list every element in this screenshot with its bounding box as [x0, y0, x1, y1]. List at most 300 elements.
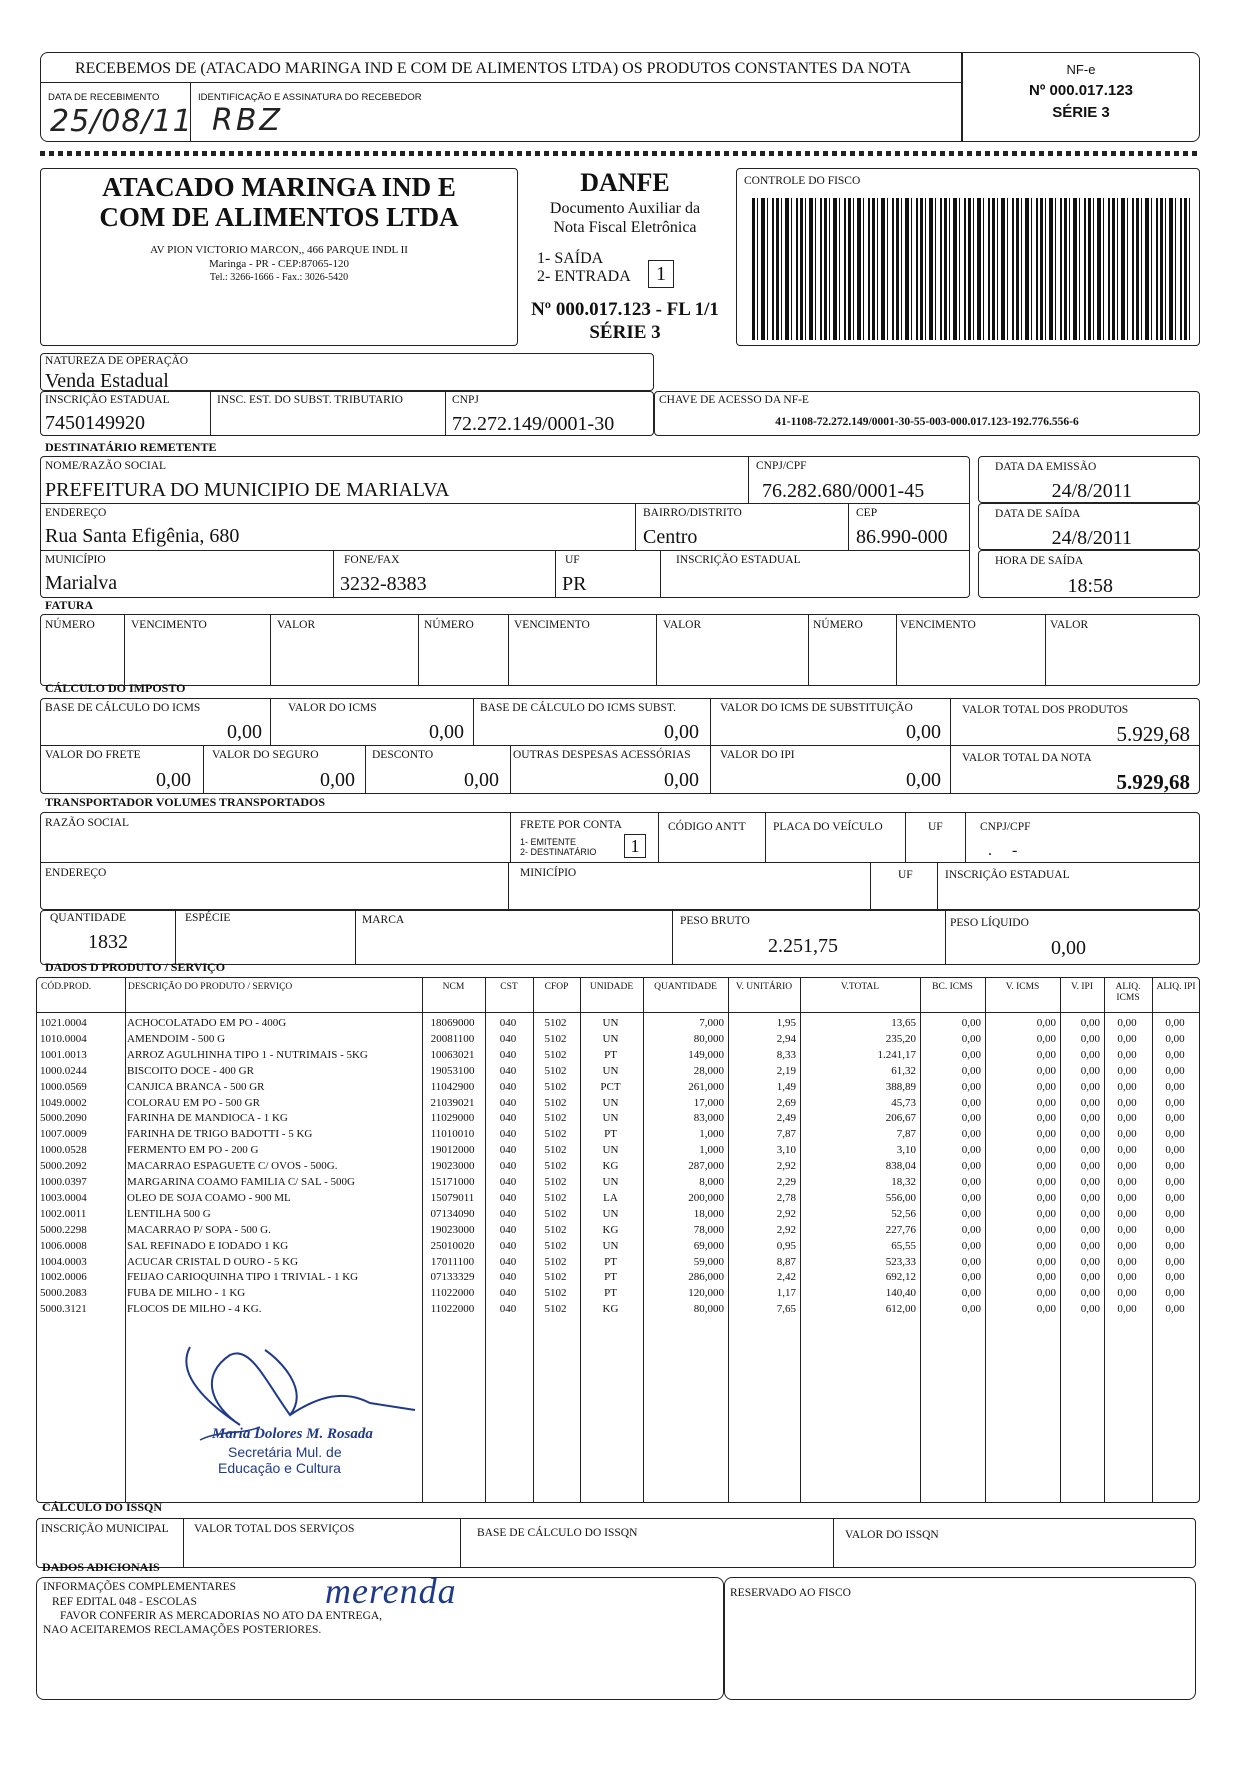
cell-description: MACARRAO ESPAGUETE C/ OVOS - 500G. [127, 1160, 338, 1173]
cell-total: 235,20 [885, 1032, 916, 1045]
natureza-value: Venda Estadual [45, 370, 169, 392]
cell-aliq-icms: 0,00 [1117, 1207, 1137, 1220]
cell-description: AMENDOIM - 500 G [127, 1032, 226, 1045]
volumes-qty-value: 1832 [88, 931, 128, 953]
cell-cfop: 5102 [544, 1255, 567, 1268]
barcode [752, 198, 1192, 340]
tax-discount-label: DESCONTO [372, 749, 434, 761]
products-header-v-icms: V. ICMS [1005, 982, 1040, 992]
cell-code: 1010.0004 [40, 1032, 87, 1045]
volumes-qty-label: QUANTIDADE [50, 912, 127, 924]
cell-aliq-ipi: 0,00 [1165, 1239, 1185, 1252]
exit-time-value: 18:58 [1067, 575, 1113, 597]
cell-qty: 78,000 [693, 1223, 724, 1236]
cell-unit-price: 2,92 [776, 1160, 796, 1173]
cell-unit: UN [602, 1032, 619, 1045]
cell-v-ipi: 0,00 [1080, 1207, 1100, 1220]
cell-description: FEIJAO CARIOQUINHA TIPO 1 TRIVIAL - 1 KG [127, 1271, 359, 1284]
tax-base-icms-label: BASE DE CÁLCULO DO ICMS [45, 702, 201, 714]
cell-ncm: 19023000 [430, 1223, 475, 1236]
cell-bc-icms: 0,00 [961, 1080, 981, 1093]
cell-description: MACARRAO P/ SOPA - 500 G. [127, 1223, 271, 1236]
cell-v-ipi: 0,00 [1080, 1191, 1100, 1204]
cell-total: 61,32 [891, 1064, 916, 1077]
cell-unit-price: 2,92 [776, 1223, 796, 1236]
cell-unit-price: 1,95 [776, 1017, 796, 1029]
cell-bc-icms: 0,00 [961, 1096, 981, 1109]
ie-value: 7450149920 [45, 412, 145, 434]
cell-cfop: 5102 [544, 1287, 567, 1300]
cell-bc-icms: 0,00 [961, 1128, 981, 1141]
cell-unit-price: 7,65 [776, 1303, 796, 1316]
cell-description: ARROZ AGULHINHA TIPO 1 - NUTRIMAIS - 5KG [127, 1048, 368, 1061]
cell-total: 65,55 [891, 1239, 916, 1252]
cell-cst: 040 [499, 1032, 517, 1045]
cell-bc-icms: 0,00 [961, 1064, 981, 1077]
invoice-due-label-3: VENCIMENTO [900, 619, 976, 631]
emission-date-value: 24/8/2011 [1051, 480, 1132, 502]
cell-code: 1006.0008 [40, 1239, 87, 1252]
cell-unit: KG [602, 1160, 619, 1173]
tax-icms-label: VALOR DO ICMS [288, 702, 377, 714]
receipt-sign-label: IDENTIFICAÇÃO E ASSINATURA DO RECEBEDOR [198, 92, 422, 103]
invoice-value-label-1: VALOR [277, 619, 316, 631]
tax-icms-st-label: VALOR DO ICMS DE SUBSTITUIÇÃO [720, 702, 913, 714]
recipient-phone-label: FONE/FAX [344, 554, 400, 566]
cell-aliq-ipi: 0,00 [1165, 1176, 1185, 1188]
products-header-unit-price: V. UNITÁRIO [735, 982, 793, 992]
cell-cst: 040 [499, 1239, 517, 1252]
cell-unit: UN [602, 1239, 619, 1252]
cell-aliq-icms: 0,00 [1117, 1271, 1137, 1284]
cell-cst: 040 [499, 1176, 517, 1188]
receipt-nfe-serie: SÉRIE 3 [1052, 104, 1110, 121]
cell-cst: 040 [499, 1017, 517, 1029]
cell-unit: PT [604, 1271, 617, 1284]
cell-description: FARINHA DE MANDIOCA - 1 KG [127, 1112, 288, 1125]
cell-code: 1007.0009 [40, 1128, 87, 1141]
cell-cst: 040 [499, 1287, 517, 1300]
recipient-city-label: MUNICÍPIO [45, 554, 106, 566]
cell-unit-price: 8,87 [776, 1255, 796, 1268]
cell-ncm: 11022000 [430, 1303, 475, 1316]
cell-total: 206,67 [885, 1112, 916, 1125]
cell-v-icms: 0,00 [1036, 1303, 1056, 1316]
cell-unit: PT [604, 1128, 617, 1141]
cell-cfop: 5102 [544, 1176, 567, 1188]
issqn-base-label: BASE DE CÁLCULO DO ISSQN [477, 1527, 638, 1539]
cell-ncm: 25010020 [430, 1239, 475, 1252]
recipient-cnpj-label: CNPJ/CPF [756, 460, 807, 472]
emitter-name-line1: ATACADO MARINGA IND E [102, 172, 456, 202]
cell-ncm: 19023000 [430, 1160, 475, 1173]
additional-info-label: INFORMAÇÕES COMPLEMENTARES [43, 1581, 237, 1593]
cell-cfop: 5102 [544, 1271, 567, 1284]
cell-code: 5000.2298 [40, 1223, 87, 1236]
volumes-brand-label: MARCA [362, 914, 405, 926]
transport-uf-label: UF [928, 821, 943, 833]
transport-freight-label: FRETE POR CONTA [520, 819, 622, 831]
cell-cst: 040 [499, 1271, 517, 1284]
cell-aliq-ipi: 0,00 [1165, 1191, 1185, 1204]
invoice-number-label-3: NÚMERO [813, 619, 863, 631]
receipt-nfe-number: Nº 000.017.123 [1029, 82, 1133, 99]
invoice-box [40, 614, 1200, 686]
cell-total: 13,65 [891, 1017, 916, 1029]
cell-qty: 261,000 [688, 1080, 724, 1093]
cell-description: LENTILHA 500 G [127, 1207, 211, 1220]
cell-unit-price: 7,87 [776, 1128, 796, 1141]
cell-cst: 040 [499, 1096, 517, 1109]
additional-info-line3: NAO ACEITAREMOS RECLAMAÇÕES POSTERIORES. [43, 1624, 322, 1636]
cell-ncm: 15079011 [430, 1191, 475, 1204]
cell-v-icms: 0,00 [1036, 1048, 1056, 1061]
cell-total: 388,89 [885, 1080, 916, 1093]
cell-aliq-icms: 0,00 [1117, 1239, 1137, 1252]
cell-unit: UN [602, 1207, 619, 1220]
cell-v-ipi: 0,00 [1080, 1032, 1100, 1045]
products-header-cst: CST [500, 982, 518, 992]
cell-v-ipi: 0,00 [1080, 1112, 1100, 1125]
cell-cst: 040 [499, 1160, 517, 1173]
cell-aliq-icms: 0,00 [1117, 1032, 1137, 1045]
cell-v-icms: 0,00 [1036, 1128, 1056, 1141]
tax-ipi-label: VALOR DO IPI [720, 749, 795, 761]
cell-aliq-icms: 0,00 [1117, 1048, 1137, 1061]
cell-v-icms: 0,00 [1036, 1032, 1056, 1045]
cell-aliq-icms: 0,00 [1117, 1080, 1137, 1093]
cell-aliq-ipi: 0,00 [1165, 1303, 1185, 1316]
cell-cst: 040 [499, 1064, 517, 1077]
cell-aliq-ipi: 0,00 [1165, 1160, 1185, 1173]
cell-unit-price: 3,10 [776, 1144, 796, 1157]
tax-invoice-total-label: VALOR TOTAL DA NOTA [962, 752, 1092, 764]
cell-v-ipi: 0,00 [1080, 1144, 1100, 1157]
cell-cst: 040 [499, 1080, 517, 1093]
additional-info-line2: FAVOR CONFERIR AS MERCADORIAS NO ATO DA ENTREGA, [60, 1610, 383, 1622]
cnpj-label: CNPJ [452, 394, 479, 406]
cell-ncm: 19053100 [430, 1064, 475, 1077]
tax-base-st-value: 0,00 [664, 721, 699, 743]
recipient-district-value: Centro [643, 526, 698, 548]
cell-bc-icms: 0,00 [961, 1207, 981, 1220]
cell-code: 1000.0244 [40, 1064, 87, 1077]
cell-v-icms: 0,00 [1036, 1144, 1056, 1157]
cell-cfop: 5102 [544, 1017, 567, 1029]
cell-code: 1002.0006 [40, 1271, 87, 1284]
emission-date-label: DATA DA EMISSÃO [995, 461, 1097, 473]
cell-qty: 80,000 [693, 1303, 724, 1316]
recipient-city-value: Marialva [45, 572, 118, 594]
cell-qty: 28,000 [693, 1064, 724, 1077]
cell-v-ipi: 0,00 [1080, 1080, 1100, 1093]
cell-description: BISCOITO DOCE - 400 GR [127, 1064, 254, 1077]
cell-code: 5000.3121 [40, 1303, 87, 1316]
emitter-address1: AV PION VICTORIO MARCON,, 466 PARQUE INDL II [150, 244, 408, 256]
tax-freight-label: VALOR DO FRETE [45, 749, 141, 761]
cnpj-value: 72.272.149/0001-30 [452, 413, 615, 435]
cell-bc-icms: 0,00 [961, 1303, 981, 1316]
cell-v-icms: 0,00 [1036, 1096, 1056, 1109]
cell-v-icms: 0,00 [1036, 1191, 1056, 1204]
tax-base-st-label: BASE DE CÁLCULO DO ICMS SUBST. [480, 702, 676, 714]
recipient-address-value: Rua Santa Efigênia, 680 [45, 525, 240, 547]
fisco-label: CONTROLE DO FISCO [744, 175, 861, 187]
cell-total: 7,87 [896, 1128, 916, 1141]
volumes-net-value: 0,00 [1051, 937, 1086, 959]
tax-insurance-label: VALOR DO SEGURO [212, 749, 319, 761]
recipient-name-label: NOME/RAZÃO SOCIAL [45, 460, 167, 472]
tax-discount-value: 0,00 [464, 769, 499, 791]
products-header-code: CÓD.PROD. [41, 982, 92, 992]
tax-freight-value: 0,00 [156, 769, 191, 791]
cell-description: FERMENTO EM PO - 200 G [127, 1144, 259, 1157]
cell-qty: 8,000 [699, 1176, 724, 1188]
products-header-aliq-ipi: ALIQ. IPI [1156, 982, 1196, 992]
cell-total: 1.241,17 [877, 1048, 916, 1061]
transport-uf2-label: UF [898, 869, 913, 881]
transport-address-label: ENDEREÇO [45, 867, 107, 879]
invoice-due-label-2: VENCIMENTO [514, 619, 590, 631]
cell-aliq-ipi: 0,00 [1165, 1287, 1185, 1300]
cell-v-ipi: 0,00 [1080, 1017, 1100, 1029]
cell-bc-icms: 0,00 [961, 1191, 981, 1204]
cell-qty: 200,000 [688, 1191, 724, 1204]
products-header-v-ipi: V. IPI [1071, 982, 1093, 992]
receipt-nfe-label: NF-e [1066, 62, 1096, 77]
cell-code: 5000.2090 [40, 1112, 87, 1125]
cell-cfop: 5102 [544, 1064, 567, 1077]
tax-products-total-value: 5.929,68 [1116, 722, 1190, 746]
cell-ncm: 21039021 [430, 1096, 475, 1109]
cell-cfop: 5102 [544, 1080, 567, 1093]
cell-aliq-ipi: 0,00 [1165, 1255, 1185, 1268]
cell-cfop: 5102 [544, 1303, 567, 1316]
cell-unit: PCT [600, 1080, 621, 1093]
cell-code: 1049.0002 [40, 1096, 87, 1109]
cell-v-ipi: 0,00 [1080, 1239, 1100, 1252]
transport-plate-label: PLACA DO VEÍCULO [773, 821, 883, 833]
cell-total: 227,76 [885, 1223, 916, 1236]
products-header-qty: QUANTIDADE [654, 982, 717, 992]
cell-unit: PT [604, 1255, 617, 1268]
emitter-phone: Tel.: 3266-1666 - Fax.: 3026-5420 [209, 272, 349, 283]
cell-aliq-icms: 0,00 [1117, 1144, 1137, 1157]
cell-code: 5000.2092 [40, 1160, 87, 1173]
cell-code: 1001.0013 [40, 1048, 87, 1061]
ie-st-label: INSC. EST. DO SUBST. TRIBUTARIO [217, 394, 403, 406]
cell-v-ipi: 0,00 [1080, 1176, 1100, 1188]
cell-qty: 17,000 [693, 1096, 724, 1109]
cell-v-ipi: 0,00 [1080, 1255, 1100, 1268]
cell-qty: 7,000 [699, 1017, 724, 1029]
cell-ncm: 17011100 [430, 1255, 475, 1268]
tax-icms-value: 0,00 [429, 721, 464, 743]
cell-aliq-ipi: 0,00 [1165, 1223, 1185, 1236]
cell-qty: 69,000 [693, 1239, 724, 1252]
products-header-total: V.TOTAL [840, 982, 880, 992]
emitter-address2: Maringa - PR - CEP:87065-120 [209, 258, 349, 270]
cell-ncm: 11042900 [430, 1080, 475, 1093]
cell-ncm: 11029000 [430, 1112, 475, 1125]
cell-description: OLEO DE SOJA COAMO - 900 ML [127, 1191, 291, 1204]
cell-ncm: 15171000 [430, 1176, 475, 1188]
transport-cnpj-value: . - [988, 842, 1026, 859]
products-header-description: DESCRIÇÃO DO PRODUTO / SERVIÇO [128, 982, 293, 992]
cell-bc-icms: 0,00 [961, 1032, 981, 1045]
recipient-cnpj-value: 76.282.680/0001-45 [762, 480, 925, 502]
cell-description: ACUCAR CRISTAL D OURO - 5 KG [127, 1255, 299, 1268]
cell-unit: UN [602, 1176, 619, 1188]
cell-qty: 149,000 [688, 1048, 724, 1061]
cell-aliq-ipi: 0,00 [1165, 1112, 1185, 1125]
stamp-role2: Educação e Cultura [218, 1460, 341, 1476]
cell-v-icms: 0,00 [1036, 1207, 1056, 1220]
cell-description: COLORAU EM PO - 500 GR [127, 1096, 260, 1109]
cell-qty: 1,000 [699, 1128, 724, 1141]
cell-cfop: 5102 [544, 1128, 567, 1141]
tax-other-value: 0,00 [664, 769, 699, 791]
cell-unit-price: 2,42 [776, 1271, 796, 1284]
products-section: DADOS D PRODUTO / SERVIÇO [45, 960, 226, 974]
tax-other-label: OUTRAS DESPESAS ACESSÓRIAS [513, 749, 691, 761]
cell-aliq-icms: 0,00 [1117, 1064, 1137, 1077]
cell-total: 140,40 [885, 1287, 916, 1300]
recipient-cep-label: CEP [856, 507, 878, 519]
cell-aliq-ipi: 0,00 [1165, 1096, 1185, 1109]
access-key-value: 41-1108-72.272.149/0001-30-55-003-000.017.123-192.776.556-6 [775, 416, 1079, 428]
recipient-name-value: PREFEITURA DO MUNICIPIO DE MARIALVA [45, 479, 450, 501]
cell-unit: UN [602, 1064, 619, 1077]
cell-cfop: 5102 [544, 1239, 567, 1252]
cell-v-ipi: 0,00 [1080, 1160, 1100, 1173]
volumes-gross-value: 2.251,75 [768, 935, 838, 957]
cell-qty: 83,000 [693, 1112, 724, 1125]
cell-v-ipi: 0,00 [1080, 1096, 1100, 1109]
cell-qty: 80,000 [693, 1032, 724, 1045]
cell-bc-icms: 0,00 [961, 1287, 981, 1300]
emitter-name-line2: COM DE ALIMENTOS LTDA [99, 202, 459, 232]
cell-qty: 18,000 [693, 1207, 724, 1220]
tax-products-total-label: VALOR TOTAL DOS PRODUTOS [962, 704, 1129, 716]
cell-bc-icms: 0,00 [961, 1176, 981, 1188]
danfe-title: DANFE [580, 168, 670, 197]
cell-description: FUBA DE MILHO - 1 KG [127, 1287, 246, 1300]
cell-code: 1000.0569 [40, 1080, 87, 1093]
cell-cst: 040 [499, 1048, 517, 1061]
access-key-label: CHAVE DE ACESSO DA NF-E [659, 394, 809, 406]
cell-aliq-icms: 0,00 [1117, 1287, 1137, 1300]
tax-section: CÁLCULO DO IMPOSTO [45, 681, 186, 695]
cell-aliq-ipi: 0,00 [1165, 1207, 1185, 1220]
cell-unit: KG [602, 1303, 619, 1316]
cell-v-ipi: 0,00 [1080, 1223, 1100, 1236]
cell-aliq-ipi: 0,00 [1165, 1080, 1185, 1093]
cell-aliq-ipi: 0,00 [1165, 1048, 1185, 1061]
cell-cfop: 5102 [544, 1207, 567, 1220]
cell-v-icms: 0,00 [1036, 1239, 1056, 1252]
cell-total: 692,12 [885, 1271, 916, 1284]
invoice-value-label-2: VALOR [663, 619, 702, 631]
recipient-address-label: ENDEREÇO [45, 507, 107, 519]
cell-aliq-icms: 0,00 [1117, 1112, 1137, 1125]
cell-bc-icms: 0,00 [961, 1271, 981, 1284]
cell-qty: 1,000 [699, 1144, 724, 1157]
ie-label: INSCRIÇÃO ESTADUAL [45, 394, 170, 406]
cell-v-icms: 0,00 [1036, 1223, 1056, 1236]
recipient-uf-label: UF [565, 554, 580, 566]
cell-v-icms: 0,00 [1036, 1112, 1056, 1125]
cell-unit: UN [602, 1144, 619, 1157]
cell-ncm: 07133329 [430, 1271, 475, 1284]
issqn-im-label: INSCRIÇÃO MUNICIPAL [41, 1523, 169, 1535]
cell-v-icms: 0,00 [1036, 1287, 1056, 1300]
cell-cfop: 5102 [544, 1096, 567, 1109]
cell-bc-icms: 0,00 [961, 1239, 981, 1252]
cell-aliq-icms: 0,00 [1117, 1303, 1137, 1316]
cell-v-ipi: 0,00 [1080, 1271, 1100, 1284]
cell-unit-price: 1,49 [776, 1080, 796, 1093]
cell-total: 52,56 [891, 1207, 916, 1220]
cell-v-icms: 0,00 [1036, 1080, 1056, 1093]
cell-v-icms: 0,00 [1036, 1160, 1056, 1173]
volumes-species-label: ESPÉCIE [185, 912, 231, 924]
invoice-value-label-3: VALOR [1050, 619, 1089, 631]
cell-qty: 286,000 [688, 1271, 724, 1284]
cell-cst: 040 [499, 1191, 517, 1204]
cell-unit: PT [604, 1287, 617, 1300]
cell-v-icms: 0,00 [1036, 1017, 1056, 1029]
receipt-signature-handwritten: RBZ [212, 103, 283, 138]
cell-unit-price: 2,29 [776, 1176, 796, 1188]
volumes-gross-label: PESO BRUTO [680, 915, 750, 927]
cell-qty: 287,000 [688, 1160, 724, 1173]
invoice-number-label-1: NÚMERO [45, 619, 95, 631]
cell-code: 1000.0528 [40, 1144, 87, 1157]
cell-unit-price: 2,69 [776, 1096, 796, 1109]
cell-code: 5000.2083 [40, 1287, 87, 1300]
cell-unit-price: 2,94 [776, 1032, 796, 1045]
transport-ie-label: INSCRIÇÃO ESTADUAL [945, 869, 1070, 881]
danfe-serie: SÉRIE 3 [589, 322, 661, 343]
cell-total: 556,00 [885, 1191, 916, 1204]
cell-code: 1003.0004 [40, 1191, 87, 1204]
cell-description: ACHOCOLATADO EM PO - 400G [127, 1017, 287, 1029]
cell-aliq-icms: 0,00 [1117, 1223, 1137, 1236]
cell-total: 3,10 [896, 1144, 916, 1157]
cell-bc-icms: 0,00 [961, 1223, 981, 1236]
cell-ncm: 11010010 [430, 1128, 475, 1141]
products-header-aliq-icms: ALIQ. ICMS [1115, 982, 1141, 1003]
cell-cfop: 5102 [544, 1223, 567, 1236]
danfe-subtitle1: Documento Auxiliar da [549, 200, 701, 217]
cell-unit-price: 2,19 [776, 1064, 796, 1077]
cell-cfop: 5102 [544, 1160, 567, 1173]
cell-bc-icms: 0,00 [961, 1017, 981, 1029]
cell-aliq-icms: 0,00 [1117, 1096, 1137, 1109]
cell-aliq-icms: 0,00 [1117, 1160, 1137, 1173]
cell-unit: LA [603, 1191, 618, 1204]
reserved-fisco-label: RESERVADO AO FISCO [730, 1587, 851, 1599]
issqn-value-label: VALOR DO ISSQN [845, 1529, 939, 1541]
tax-invoice-total-value: 5.929,68 [1116, 770, 1190, 794]
cell-v-ipi: 0,00 [1080, 1064, 1100, 1077]
cell-unit-price: 2,92 [776, 1207, 796, 1220]
products-header-unit: UNIDADE [589, 982, 634, 992]
cell-description: MARGARINA COAMO FAMILIA C/ SAL - 500G [127, 1176, 355, 1188]
cell-unit-price: 1,17 [776, 1287, 796, 1300]
additional-info-line1: REF EDITAL 048 - ESCOLAS [52, 1596, 197, 1608]
